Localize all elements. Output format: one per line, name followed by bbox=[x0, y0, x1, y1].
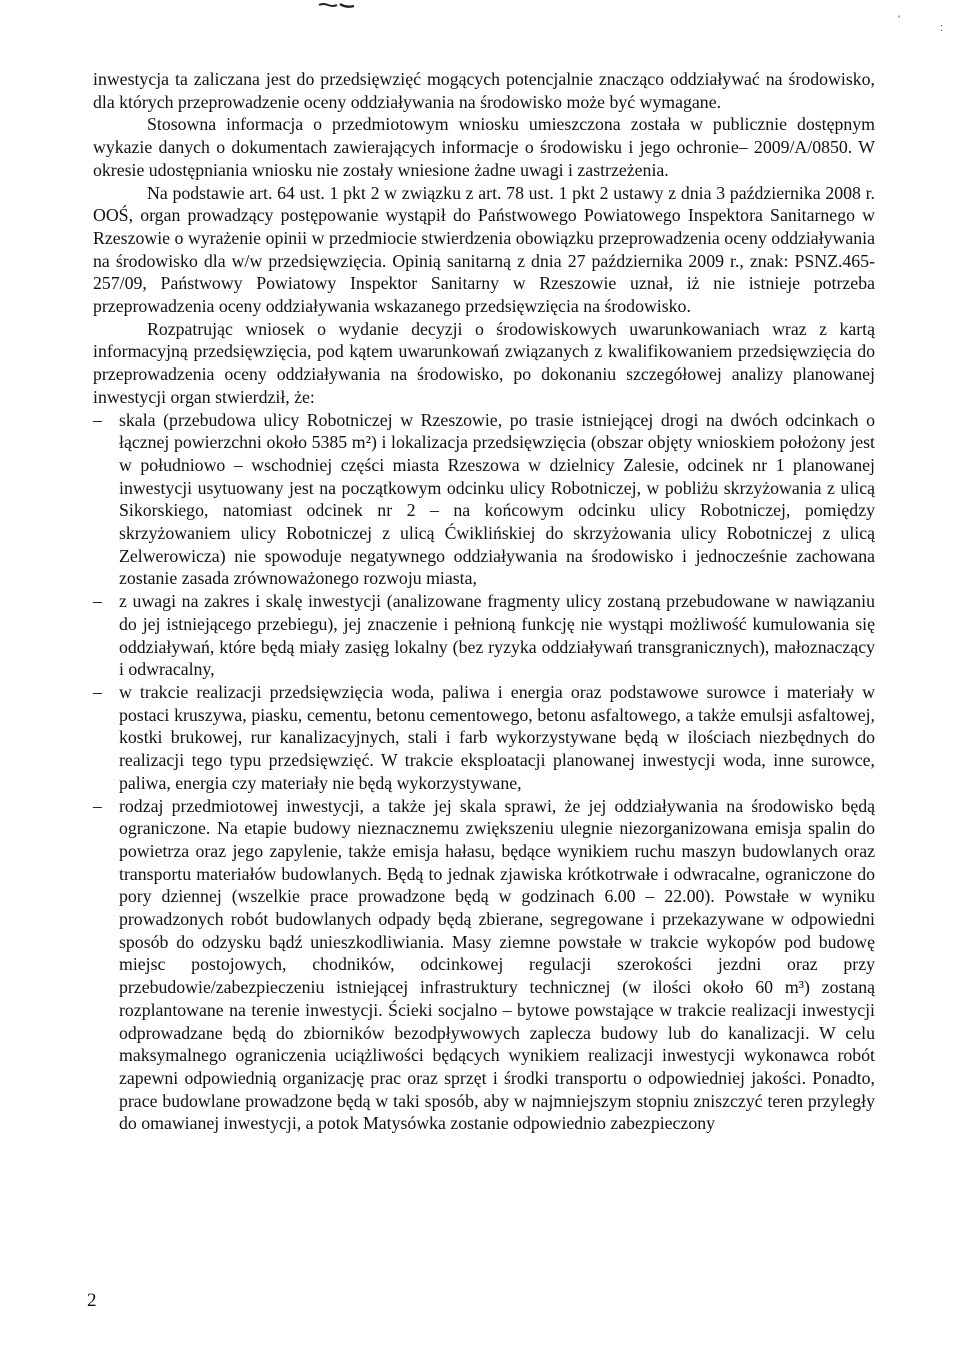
corner-mark: : bbox=[940, 22, 944, 34]
list-item: – w trakcie realizacji przedsięwzięcia woda, paliwa i energia oraz podstawowe surowce i materiały w postaci kruszywa, piasku, cementu, betonu cementowego, betonu asfaltowego, a także emulsji asfaltowej, kostki brukowej, rur kanalizacyjnych, stali i farb wykorzystywane będą w ilościach niezbędnych do realizacji tego typu przedsięwzięć. W trakcie eksploatacji planowanej inwestycji woda, inne surowce, paliwa, energia czy materiały nie będą wykorzystywane, bbox=[93, 681, 875, 795]
document-page bbox=[93, 68, 875, 1135]
findings-list bbox=[93, 409, 875, 1136]
paragraph-notice: Stosowna informacja o przedmiotowym wniosku umieszczona została w publicznie dostępnym wykazie danych o dokumentach zawierających informacje o środowisku i jego ochronie– 2009/A/0850. W okresie udostępniania wniosku nie zostały wniesione żadne uwagi i zastrzeżenia. bbox=[93, 114, 875, 180]
scan-artifact bbox=[318, 0, 356, 10]
paragraph-analysis: Rozpatrując wniosek o wydanie decyzji o środowiskowych uwarunkowaniach wraz z kartą informacyjną przedsięwzięcia, pod kątem uwarunkowań związanych z kwalifikowaniem przedsięwzięcia do przeprowadzenia oceny oddziaływania na środowisko, po dokonaniu szczegółowej analizy planowanej inwestycji organ stwierdził, że: bbox=[93, 318, 875, 407]
corner-mark: ' bbox=[898, 14, 901, 26]
list-item: – rodzaj przedmiotowej inwestycji, a także jej skala sprawi, że jej oddziaływania na środowisko będą ograniczone. Na etapie budowy nieznacznemu zwiększeniu ulegnie niezorganizowana emisja spalin do powietrza oraz jego zapylenie, także emisja hałasu, będące wynikiem ruchu maszyn budowlanych oraz transportu materiałów budowlanych. Będą to jednak zjawiska krótkotrwałe i odwracalne, ograniczone do pory dziennej (wszelkie prace prowadzone będą w godzinach 6.00 – 22.00). Powstałe w wyniku prowadzonych robót budowlanych odpady będą zbierane, segregowane i przekazywane w odpowiedni sposób do odzysku bądź unieszkodliwiania. Masy ziemne powstałe w trakcie wykopów pod budowę miejsc postojowych, chodników, odcinkowej regulacji szerokości jezdni oraz przy przebudowie/zabezpieczeniu istniejącej infrastruktury technicznej (w ilości około 60 m³) zostaną rozplantowane na terenie inwestycji. Ścieki socjalno – bytowe powstające w trakcie realizacji inwestycji odprowadzane będą do zbiorników bezodpływowych zaplecza budowy lub do kanalizacji. W celu maksymalnego ograniczenia uciążliwości będących wynikiem realizacji inwestycji wykonawca robót zapewni odpowiednią organizację prac oraz sprzęt i środki transportu o odpowiedniej jakości. Ponadto, prace budowlane prowadzone będą w taki sposób, aby w najmniejszym stopniu zniszczyć teren przyległy do omawianej inwestycji, a potok Matysówka zostanie odpowiednio zabezpieczony bbox=[93, 795, 875, 1136]
list-item: – z uwagi na zakres i skalę inwestycji (analizowane fragmenty ulicy zostaną przebudowane w nawiązaniu do jej istniejącego przebiegu), jej znaczenie i pełnioną funkcję nie wystąpi możliwość kumulowania się oddziaływań, które będą miały zasięg lokalny (bez ryzyka oddziaływań transgranicznych), małoznaczący i odwracalny, bbox=[93, 590, 875, 681]
paragraph-intro: inwestycja ta zaliczana jest do przedsięwzięć mogących potencjalnie znacząco oddziaływać na środowisko, dla których przeprowadzenie oceny oddziaływania na środowisko może być wymagane. bbox=[93, 69, 875, 112]
list-item: – skala (przebudowa ulicy Robotniczej w Rzeszowie, po trasie istniejącej drogi na dwóch odcinkach o łącznej powierzchni około 5385 m²) i lokalizacja przedsięwzięcia (obszar objęty wnioskiem położony jest w południowo – wschodniej części miasta Rzeszowa w dzielnicy Zalesie, odcinek nr 1 planowanej inwestycji usytuowany jest na początkowym odcinku ulicy Robotniczej, w pobliżu skrzyżowania z ulicą Sikorskiego, natomiast odcinek nr 2 – na końcowym odcinku ulicy Robotniczej, pomiędzy skrzyżowaniem ulicy Robotniczej z ulicą Ćwiklińskiej do skrzyżowania ulicy Robotniczej z ulicą Zelwerowicza) nie spowoduje negatywnego oddziaływania na środowisko i jednocześnie zachowana zostanie zasada zrównoważonego rozwoju miasta, bbox=[93, 409, 875, 591]
paragraph-legal-basis: Na podstawie art. 64 ust. 1 pkt 2 w związku z art. 78 ust. 1 pkt 2 ustawy z dnia 3 października 2008 r. OOŚ, organ prowadzący postępowanie wystąpił do Państwowego Powiatowego Inspektora Sanitarnego w Rzeszowie o wyrażenie opinii w przedmiocie stwierdzenia obowiązku przeprowadzenia oceny oddziaływania na środowisko dla w/w przedsięwzięcia. Opinią sanitarną z dnia 27 października 2009 r., znak: PSNZ.465-257/09, Państwowy Powiatowy Inspektor Sanitarny w Rzeszowie uznał, iż nie istnieje potrzeba przeprowadzenia oceny oddziaływania wskazanego przedsięwzięcia na środowisko. bbox=[93, 182, 875, 317]
page-number: 2 bbox=[87, 1290, 97, 1311]
